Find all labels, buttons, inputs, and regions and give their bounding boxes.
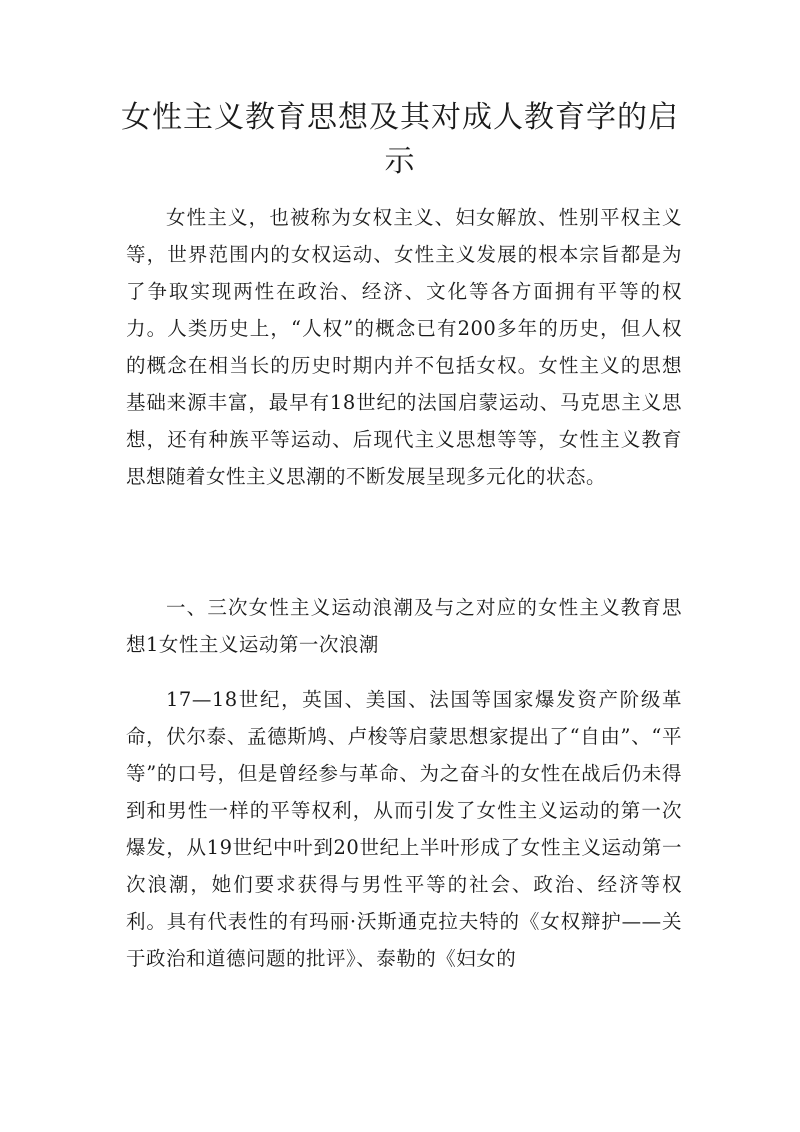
paragraph-intro: 女性主义，也被称为女权主义、妇女解放、性别平权主义等，世界范围内的女权运动、女性主义发展的根本宗旨都是为了争取实现两性在政治、经济、文化等各方面拥有平等的权力。人类历史上，“人权”的概念已有200多年的历史，但人权的概念在相当长的历史时期内并不包括女权。女性主义的思想基础来源丰富，最早有18世纪的法国启蒙运动、马克思主义思想，还有种族平等运动、后现代主义思想等等，女性主义教育思想随着女性主义思潮的不断发展呈现多元化的状态。 <box>126 206 682 488</box>
document-title: 女性主义教育思想及其对成人教育学的启示 <box>121 100 679 179</box>
section-heading: 一、三次女性主义运动浪潮及与之对应的女性主义教育思想1女性主义运动第一次浪潮 <box>126 596 682 656</box>
paragraph-first-wave: 17—18世纪，英国、美国、法国等国家爆发资产阶级革命，伏尔泰、孟德斯鸠、卢梭等启蒙思想家提出了“自由”、“平等”的口号，但是曾经参与革命、为之奋斗的女性在战后仍未得到和男性一样的平等权利，从而引发了女性主义运动的第一次爆发，从19世纪中叶到20世纪上半叶形成了女性主义运动第一次浪潮，她们要求获得与男性平等的社会、政治、经济等权利。具有代表性的有玛丽·沃斯通克拉夫特的《女权辩护——关于政治和道德问题的批评》、泰勒的《妇女的 <box>126 688 682 970</box>
